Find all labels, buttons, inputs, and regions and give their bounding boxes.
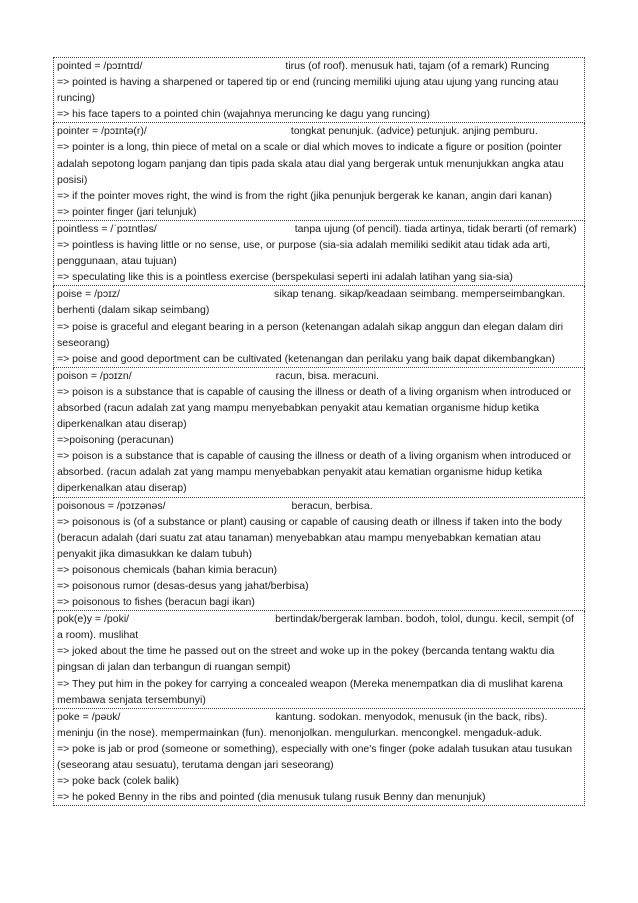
example-line: => his face tapers to a pointed chin (wajahnya meruncing ke dagu yang runcing) <box>57 108 430 121</box>
entry-head <box>57 58 582 74</box>
dictionary-entry <box>53 123 585 221</box>
gloss: sikap tenang. sikap/keadaan seimbang. memperseimbangkan. berhenti (dalam sikap seimbang) <box>57 288 566 317</box>
dictionary-entry <box>53 57 585 123</box>
headword: pointed = /pɔɪntɪd/ <box>57 60 143 72</box>
headword: pointer = /pɔɪntə(r)/ <box>57 125 147 138</box>
example-line: => poison is a substance that is capable of causing the illness or death of a living organism when introduced or absorbed. (racun adalah zat yang mampu menyebabkan penyakit atau kematian organisme hidup ketika diperkenalkan atau diserap) <box>57 450 572 495</box>
example-line: => pointer is a long, thin piece of metal on a scale or dial which moves to indicate a figure or position (pointer adalah sepotong logam panjang dan tipis pada skala atau dial yang bergerak untuk menunjukkan angka atau posisi) <box>57 141 564 186</box>
example-line: => poisonous is (of a substance or plant) causing or capable of causing death or illness if taken into the body (beracun adalah (dari suatu zat atau tanaman) menyebabkan atau mampu menyebabkan kematian atau penyakit jika dimasukkan ke dalam tubuh) <box>57 515 562 560</box>
gloss: beracun, berbisa. <box>291 499 373 512</box>
example-line: => pointer finger (jari telunjuk) <box>57 205 197 218</box>
entry-head <box>57 221 582 237</box>
example-line: => poisonous rumor (desas-desus yang jahat/berbisa) <box>57 580 309 592</box>
entry-head <box>57 123 582 139</box>
headword: pok(e)y = /poki/ <box>57 613 130 626</box>
example-line: => he poked Benny in the ribs and pointed (dia menusuk tulang rusuk Benny dan menunjuk) <box>57 791 486 804</box>
entry-head <box>57 286 582 318</box>
dictionary-entry <box>53 368 585 498</box>
gloss: racun, bisa. meracuni. <box>275 369 379 382</box>
headword: poisonous = /pɔɪzənəs/ <box>57 499 166 512</box>
headword: poison = /pɔɪzn/ <box>57 369 132 382</box>
entry-head <box>57 498 582 514</box>
dictionary-entry <box>53 221 585 286</box>
example-line: =>poisoning (peracunan) <box>57 434 174 447</box>
gloss: bertindak/bergerak lamban. bodoh, tolol, dungu. kecil, sempit (of a room). muslihat <box>57 613 574 642</box>
example-line: => poise is graceful and elegant bearing in a person (ketenangan adalah sikap anggun dan elegan dalam diri seseorang) <box>57 320 564 349</box>
dictionary-page <box>53 57 585 806</box>
dictionary-entry <box>53 611 585 709</box>
example-line: => speculating like this is a pointless exercise (berspekulasi seperti ini adalah latihan yang sia-sia) <box>57 271 513 284</box>
example-line: => poke back (colek balik) <box>57 775 179 788</box>
example-line: => poisonous chemicals (bahan kimia beracun) <box>57 563 278 576</box>
dictionary-entry <box>53 709 585 807</box>
gloss: tirus (of roof). menusuk hati, tajam (of a remark) Runcing <box>285 60 550 72</box>
example-line: => if the pointer moves right, the wind is from the right (jika penunjuk bergerak ke kanan, angin dari kanan) <box>57 189 552 202</box>
headword: poke = /pəʊk/ <box>57 710 121 723</box>
example-line: => joked about the time he passed out on the street and woke up in the pokey (bercanda tentang waktu dia pingsan di jalan dan terbangun di ruangan sempit) <box>57 645 555 674</box>
example-line: => pointless is having little or no sense, use, or purpose (sia-sia adalah memiliki sedikit atau tidak ada arti, penggunaan, atau tujuan) <box>57 239 551 268</box>
dictionary-entry <box>53 498 585 612</box>
example-line: => poke is jab or prod (someone or something), especially with one's finger (poke adalah tusukan atau tusukan (seseorang atau sesuatu), terutama dengan jari seseorang) <box>57 742 573 772</box>
dictionary-entry <box>53 286 585 367</box>
entry-head <box>57 368 582 384</box>
example-line: => They put him in the pokey for carrying a concealed weapon (Mereka menempatkan dia di muslihat karena membawa senjata tersembunyi) <box>57 677 563 706</box>
example-line: => pointed is having a sharpened or tapered tip or end (runcing memiliki ujung atau ujung yang runcing atau runcing) <box>57 76 559 105</box>
example-line: => poisonous to fishes (beracun bagi ikan) <box>57 596 255 609</box>
gloss: kantung. sodokan. menyodok, menusuk (in the back, ribs). meninju (in the nose). mempermainkan (fun). menonjolkan. mengulurkan. mencongkel. mengaduk-aduk. <box>57 710 548 739</box>
entry-head <box>57 611 582 643</box>
entry-head <box>57 709 582 741</box>
headword: poise = /pɔɪz/ <box>57 288 120 301</box>
example-line: => poison is a substance that is capable of causing the illness or death of a living organism when introduced or absorbed (racun adalah zat yang mampu menyebabkan penyakit atau kematian organisme hidup ketika diperkenalkan atau diserap) <box>57 385 572 431</box>
gloss: tongkat penunjuk. (advice) petunjuk. anjing pemburu. <box>290 125 538 138</box>
gloss: tanpa ujung (of pencil). tiada artinya, tidak berarti (of remark) <box>294 222 577 235</box>
example-line: => poise and good deportment can be cultivated (ketenangan dan perilaku yang baik dapat dikembangkan) <box>57 352 555 365</box>
headword: pointless = /ˈpɔɪntləs/ <box>57 222 157 235</box>
